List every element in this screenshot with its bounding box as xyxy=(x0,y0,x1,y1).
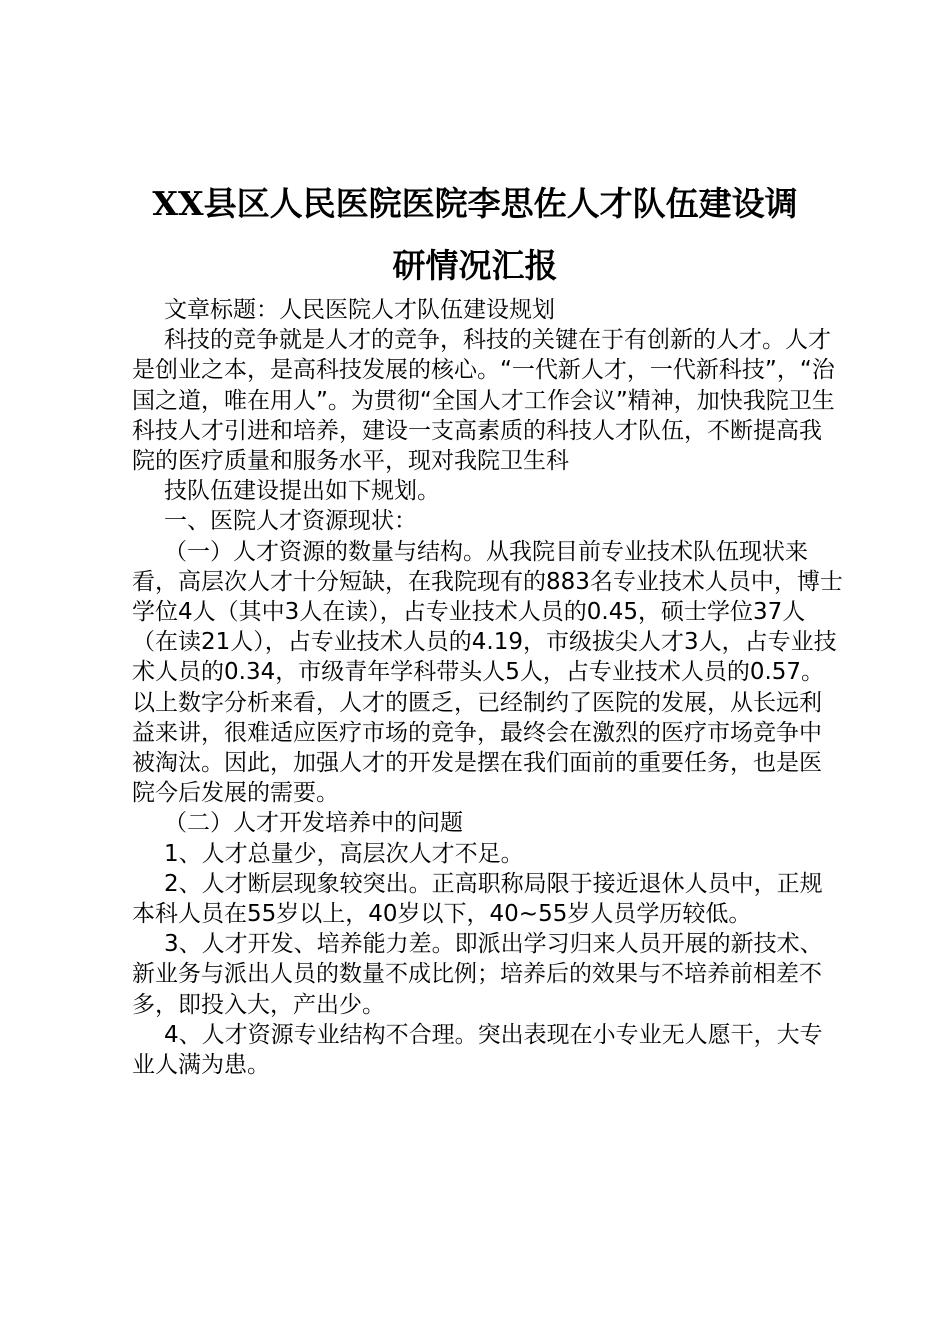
intro-continuation: 技队伍建设提出如下规划。 xyxy=(164,478,440,505)
section-heading-1: 一、医院人才资源现状： xyxy=(164,508,417,535)
document-title-line-1: XX县区人民医院医院李思佐人才队伍建设调 xyxy=(152,184,798,223)
document-title-line-2: 研情况汇报 xyxy=(392,246,558,285)
subsection-heading-problems: （二）人才开发培养中的问题 xyxy=(164,810,463,837)
problem-item-3: 3、人才开发、培养能力差。即派出学习归来人员开展的新技术、新业务与派出人员的数量不成比例；培养后的效果与不培养前相差不多，即投入大，产出少。 xyxy=(132,931,823,1018)
intro-paragraph: 科技的竞争就是人才的竞争，科技的关键在于有创新的人才。人才是创业之本，是高科技发展的核心。“一代新人才，一代新科技”，“治国之道，唯在用人”。为贯彻“全国人才工作会议”精神，加快我院卫生科技人才引进和培养，建设一支高素质的科技人才队伍，不断提高我院的医疗质量和服务水平，现对我院卫生科 xyxy=(132,327,835,475)
problem-item-1: 1、人才总量少，高层次人才不足。 xyxy=(164,840,524,867)
problem-item-4: 4、人才资源专业结构不合理。突出表现在小专业无人愿干，大专业人满为患。 xyxy=(132,1021,823,1079)
document-body xyxy=(132,295,844,1080)
article-subtitle: 文章标题：人民医院人才队伍建设规划 xyxy=(164,297,555,323)
subsection-quantity-structure: （一）人才资源的数量与结构。从我院目前专业技术队伍现状来看，高层次人才十分短缺，在我院现有的883名专业技术人员中，博士学位4人（其中3人在读），占专业技术人员的0.45，硕士学位37人（在读21人），占专业技术人员的4.19，市级拔尖人才3人，占专业技术人员的0.34，市级青年学科带头人5人，占专业技术人员的0.57。以上数字分析来看，人才的匮乏，已经制约了医院的发展，从长远利益来讲，很难适应医疗市场的竞争，最终会在激烈的医疗市场竞争中被淘汰。因此，加强人才的开发是摆在我们面前的重要任务，也是医院今后发展的需要。 xyxy=(132,538,843,807)
problem-item-2: 2、人才断层现象较突出。正高职称局限于接近退休人员中，正规本科人员在55岁以上，40岁以下，40~55岁人员学历较低。 xyxy=(132,870,823,928)
